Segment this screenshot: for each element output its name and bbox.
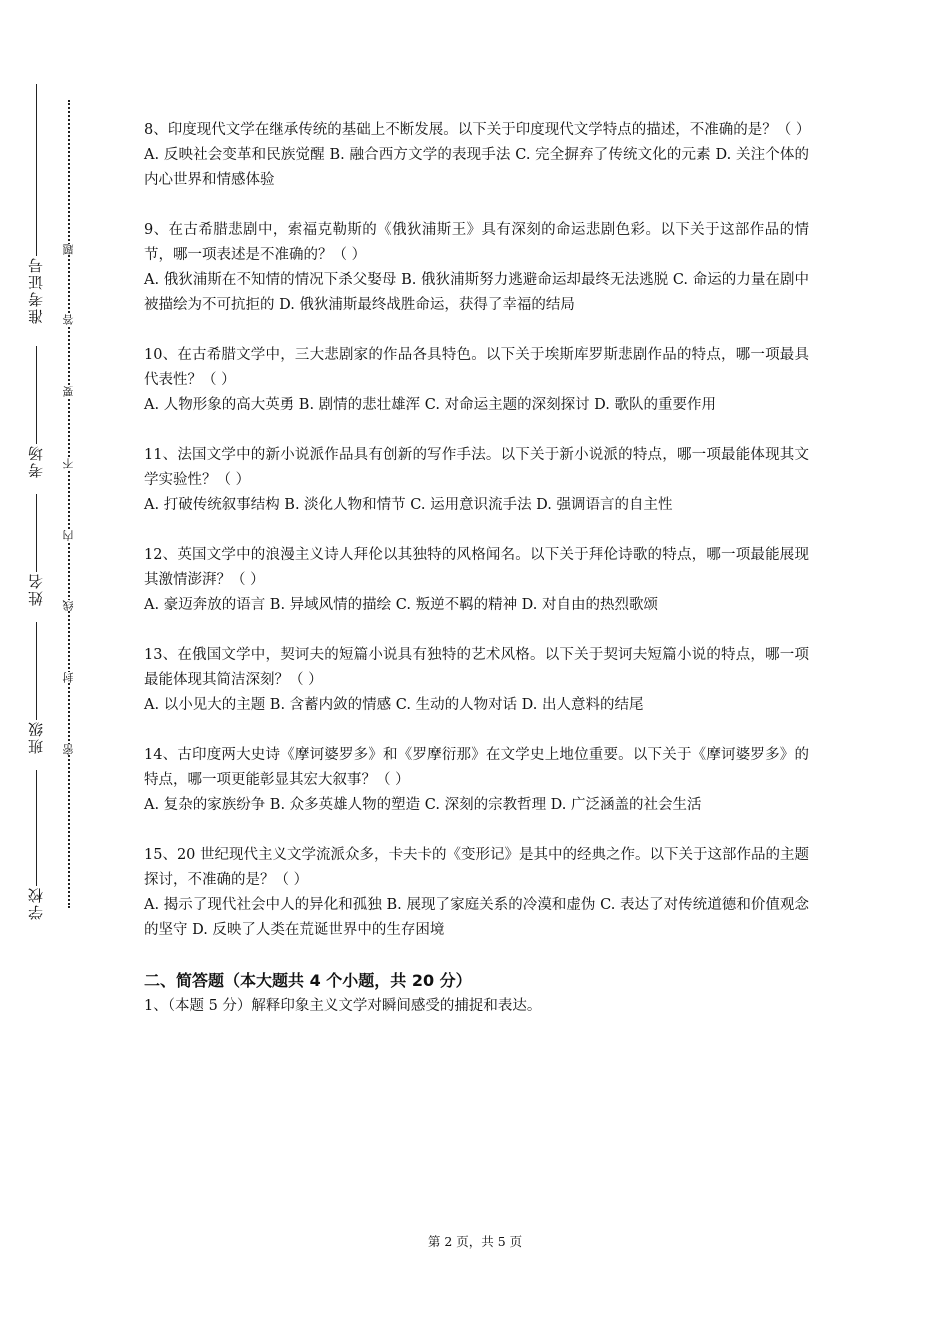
seal-char: 要 (62, 386, 75, 397)
question-options: A. 揭示了现代社会中人的异化和孤独 B. 展现了家庭关系的冷漠和虚伪 C. 表达了对传统道德和价值观念的坚守 D. 反映了人类在荒诞世界中的生存困境 (144, 897, 809, 938)
question-options: A. 复杂的家族纷争 B. 众多英雄人物的塑造 C. 深刻的宗教哲理 D. 广泛涵盖的社会生活 (144, 797, 702, 813)
question-options: A. 俄狄浦斯在不知情的情况下杀父娶母 B. 俄狄浦斯努力逃避命运却最终无法逃脱 C. 命运的力量在剧中被描绘为不可抗拒的 D. 俄狄浦斯最终战胜命运，获得了幸福的结局 (144, 272, 809, 313)
question-stem: 11、法国文学中的新小说派作品具有创新的写作手法。以下关于新小说派的特点，哪一项最能体现其文学实验性？（ ） (144, 447, 809, 488)
seal-char: 题 (62, 244, 75, 255)
question-options: A. 人物形象的高大英勇 B. 剧情的悲壮雄浑 C. 对命运主题的深刻探讨 D. 歌队的重要作用 (144, 397, 717, 413)
section-title: 二、简答题（本大题共 4 个小题，共 20 分） (144, 971, 472, 990)
question-options: A. 豪迈奔放的语言 B. 异域风情的描绘 C. 叛逆不羁的精神 D. 对自由的热烈歌颂 (144, 597, 659, 613)
question-15 (144, 843, 809, 943)
field-line (36, 346, 37, 444)
question-stem: 13、在俄国文学中，契诃夫的短篇小说具有独特的艺术风格。以下关于契诃夫短篇小说的特点，哪一项最能体现其简洁深刻？（ ） (144, 647, 809, 688)
question-8 (144, 118, 809, 193)
seal-char: 密 (62, 744, 75, 755)
field-class: 班级 (27, 720, 45, 754)
seal-dotted-line (68, 100, 70, 908)
question-options: A. 以小见大的主题 B. 含蓄内敛的情感 C. 生动的人物对话 D. 出人意料的结尾 (144, 697, 644, 713)
question-9 (144, 218, 809, 318)
question-14 (144, 743, 809, 818)
seal-char: 内 (62, 530, 75, 541)
question-stem: 15、20 世纪现代主义文学流派众多，卡夫卡的《变形记》是其中的经典之作。以下关于这部作品的主题探讨，不准确的是？（ ） (144, 847, 810, 888)
question-11 (144, 443, 809, 518)
question-options: A. 打破传统叙事结构 B. 淡化人物和情节 C. 运用意识流手法 D. 强调语言的自主性 (144, 497, 673, 513)
question-13 (144, 643, 809, 718)
question-10 (144, 343, 809, 418)
question-stem: 12、英国文学中的浪漫主义诗人拜伦以其独特的风格闻名。以下关于拜伦诗歌的特点，哪一项最能展现其激情澎湃？（ ） (144, 547, 809, 588)
question-stem: 8、印度现代文学在继承传统的基础上不断发展。以下关于印度现代文学特点的描述，不准确的是？（ ） (144, 122, 811, 138)
question-stem: 10、在古希腊文学中，三大悲剧家的作品各具特色。以下关于埃斯库罗斯悲剧作品的特点，哪一项最具代表性？（ ） (144, 347, 809, 388)
page-footer: 第 2 页，共 5 页 (427, 1234, 523, 1249)
question-content (144, 118, 809, 1019)
seal-char: 封 (62, 672, 75, 683)
question-options: A. 反映社会变革和民族觉醒 B. 融合西方文学的表现手法 C. 完全摒弃了传统文化的元素 D. 关注个体的内心世界和情感体验 (144, 147, 809, 188)
seal-char: 线 (62, 600, 75, 611)
field-name: 姓名 (27, 572, 45, 606)
question-12 (144, 543, 809, 618)
field-school: 学校 (27, 886, 45, 920)
field-line (36, 770, 37, 886)
binding-margin (0, 0, 100, 1344)
field-line (36, 84, 37, 256)
field-line (36, 494, 37, 572)
field-line (36, 622, 37, 720)
question-stem: 14、古印度两大史诗《摩诃婆罗多》和《罗摩衍那》在文学史上地位重要。以下关于《摩诃婆罗多》的特点，哪一项更能彰显其宏大叙事？（ ） (144, 747, 809, 788)
field-exam-number: 准考证号 (27, 256, 45, 324)
field-exam-room: 考场 (27, 444, 45, 478)
seal-char: 答 (62, 314, 75, 325)
question-stem: 9、在古希腊悲剧中，索福克勒斯的《俄狄浦斯王》具有深刻的命运悲剧色彩。以下关于这部作品的情节，哪一项表述是不准确的？（ ） (144, 222, 809, 263)
short-answer-question-1: 1、（本题 5 分）解释印象主义文学对瞬间感受的捕捉和表达。 (144, 998, 542, 1014)
seal-char: 不 (62, 458, 75, 469)
